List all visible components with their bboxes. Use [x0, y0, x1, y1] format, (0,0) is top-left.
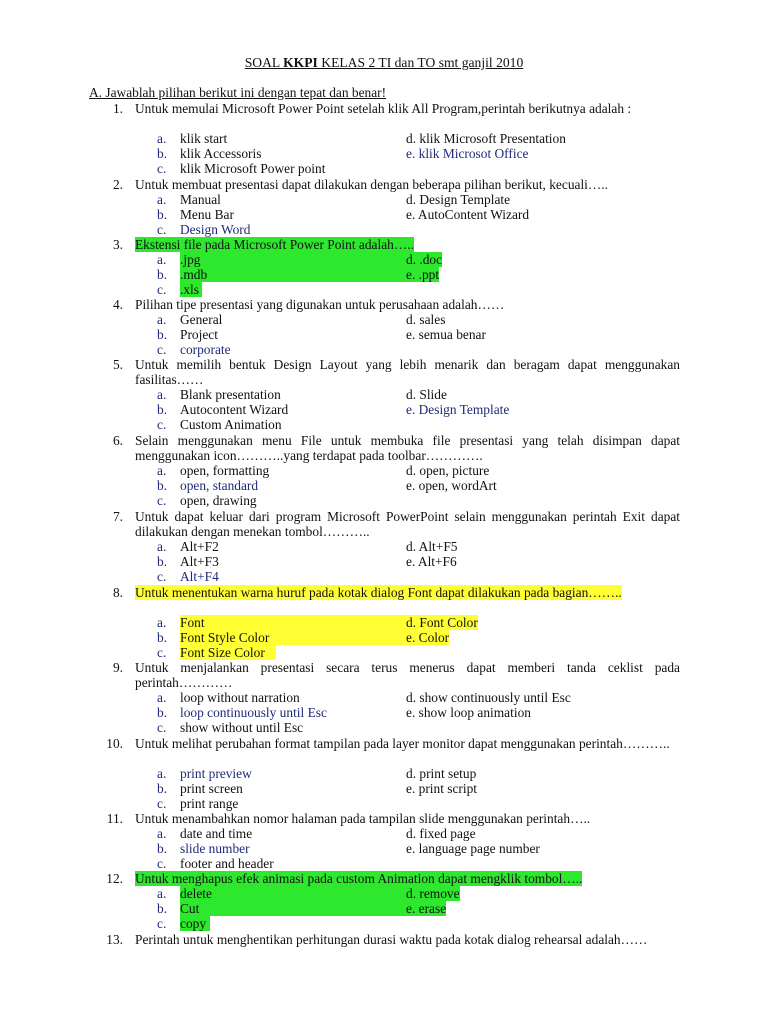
- question-number: 10.: [106, 736, 123, 751]
- option-letter: b.: [157, 327, 168, 343]
- option-text: print screen: [180, 781, 243, 797]
- question-text-content: Pilihan tipe presentasi yang digunakan untuk perusahaan adalah……: [135, 297, 505, 312]
- question-text-content: Untuk menentukan warna huruf pada kotak dialog Font dapat dilakukan pada bagian……..: [135, 585, 622, 600]
- option-text: print preview: [180, 766, 252, 782]
- option-text: corporate: [180, 342, 231, 358]
- question-number: 1.: [112, 101, 123, 116]
- answer-option: [406, 539, 457, 554]
- answer-option: [406, 131, 566, 146]
- option-text: General: [180, 312, 223, 328]
- answer-option: [406, 387, 447, 402]
- option-text: Manual: [180, 192, 221, 208]
- answer-option: [406, 312, 445, 327]
- question-text: [135, 237, 680, 252]
- option-letter: a.: [157, 387, 167, 403]
- option-text: d. show continuously until Esc: [406, 690, 571, 706]
- option-letter: b.: [157, 630, 168, 646]
- option-text: open, drawing: [180, 493, 257, 509]
- question-number: 5.: [112, 357, 123, 372]
- option-text: d. open, picture: [406, 463, 490, 479]
- question-text: [135, 177, 680, 192]
- option-text: d. Alt+F5: [406, 539, 458, 555]
- option-text: Alt+F4: [180, 569, 219, 585]
- answer-option: [406, 554, 457, 569]
- option-text: d. print setup: [406, 766, 477, 782]
- option-letter: b.: [157, 705, 168, 721]
- option-letter: b.: [157, 146, 168, 162]
- option-text: d. .doc: [406, 252, 443, 268]
- option-text: loop without narration: [180, 690, 300, 706]
- answer-option: [406, 766, 476, 781]
- option-text: klik start: [180, 131, 228, 147]
- question-text-content: Untuk membuat presentasi dapat dilakukan dengan beberapa pilihan berikut, kecuali…..: [135, 177, 608, 192]
- option-text: e. Color: [406, 630, 450, 646]
- answer-option: [406, 327, 486, 342]
- option-text: d. klik Microsoft Presentation: [406, 131, 566, 147]
- question-text-content: Ekstensi file pada Microsoft Power Point adalah…..: [135, 237, 414, 252]
- option-text: open, standard: [180, 478, 259, 494]
- option-letter: a.: [157, 886, 167, 902]
- question-number: 6.: [112, 433, 123, 448]
- option-letter: c.: [157, 796, 167, 812]
- option-text: Alt+F2: [180, 539, 219, 555]
- option-text: e. AutoContent Wizard: [406, 207, 530, 223]
- answer-option: [406, 886, 460, 901]
- option-text: Font Size Color: [180, 645, 276, 660]
- option-text: d. sales: [406, 312, 446, 328]
- answer-option: [406, 781, 477, 796]
- option-text: e. semua benar: [406, 327, 486, 343]
- option-letter: b.: [157, 267, 168, 283]
- question-text: [135, 811, 680, 826]
- question-text: [135, 932, 680, 947]
- answer-option: [406, 146, 528, 161]
- question-number: 7.: [112, 509, 123, 524]
- option-text: e. Alt+F6: [406, 554, 457, 570]
- option-text: date and time: [180, 826, 253, 842]
- option-text: footer and header: [180, 856, 274, 872]
- option-letter: c.: [157, 569, 167, 585]
- option-letter: a.: [157, 463, 167, 479]
- question-text: [135, 736, 680, 751]
- option-text: e. print script: [406, 781, 478, 797]
- document-title: SOAL KKPI KELAS 2 TI dan TO smt ganjil 2010: [244, 55, 524, 70]
- option-text: Custom Animation: [180, 417, 282, 433]
- option-letter: a.: [157, 766, 167, 782]
- option-letter: c.: [157, 720, 167, 736]
- option-letter: c.: [157, 856, 167, 872]
- question-number: 9.: [112, 660, 123, 675]
- option-text: klik Microsoft Power point: [180, 161, 326, 177]
- title-bold: KKPI: [283, 55, 318, 70]
- option-letter: b.: [157, 478, 168, 494]
- option-letter: c.: [157, 493, 167, 509]
- option-letter: c.: [157, 417, 167, 433]
- question-text: [135, 297, 680, 312]
- question-text-content: Perintah untuk menghentikan perhitungan durasi waktu pada kotak dialog rehearsal adalah……: [135, 932, 648, 947]
- question-number: 11.: [106, 811, 123, 826]
- option-text: Project: [180, 327, 218, 343]
- answer-option: [406, 252, 442, 267]
- option-text: klik Accessoris: [180, 146, 262, 162]
- option-text: e. show loop animation: [406, 705, 531, 721]
- option-letter: a.: [157, 192, 167, 208]
- option-text: copy: [180, 916, 210, 931]
- option-letter: a.: [157, 615, 167, 631]
- answer-option: [406, 901, 446, 916]
- question-number: 13.: [106, 932, 123, 947]
- option-text: open, formatting: [180, 463, 270, 479]
- option-text: .mdb: [180, 267, 406, 282]
- option-letter: b.: [157, 901, 168, 917]
- option-letter: c.: [157, 916, 167, 932]
- option-text: Menu Bar: [180, 207, 234, 223]
- question-text-content: Selain menggunakan menu File untuk membuka file presentasi yang telah disimpan dapat menggunakan icon………..yang terdapat pada toolbar………….: [135, 433, 680, 463]
- option-text: d. remove: [406, 886, 460, 902]
- option-text: d. fixed page: [406, 826, 476, 842]
- option-letter: a.: [157, 312, 167, 328]
- option-text: e. open, wordArt: [406, 478, 497, 494]
- option-text: d. Design Template: [406, 192, 511, 208]
- answer-option: [406, 690, 571, 705]
- option-text: Font Style Color: [180, 630, 406, 645]
- option-text: .jpg: [180, 252, 406, 267]
- option-text: delete: [180, 886, 406, 901]
- option-text: d. Font Color: [406, 615, 478, 631]
- section-heading: A. Jawablah pilihan berikut ini dengan tepat dan benar!: [89, 85, 387, 100]
- option-text: Design Word: [180, 222, 251, 238]
- option-text: e. Design Template: [406, 402, 510, 418]
- option-text: Cut: [180, 901, 406, 916]
- question-text-content: Untuk dapat keluar dari program Microsoft PowerPoint selain menggunakan perintah Exit dapat dilakukan dengan menekan tombol………..: [135, 509, 680, 539]
- option-text: .xls: [180, 282, 202, 297]
- option-letter: c.: [157, 645, 167, 661]
- question-number: 4.: [112, 297, 123, 312]
- question-text-content: Untuk menjalankan presentasi secara terus menerus dapat memberi tanda ceklist pada perintah…………: [135, 660, 680, 690]
- option-letter: c.: [157, 161, 167, 177]
- option-letter: b.: [157, 207, 168, 223]
- option-letter: a.: [157, 131, 167, 147]
- question-text: [135, 871, 680, 886]
- question-text: [135, 357, 680, 387]
- answer-option: [406, 841, 540, 856]
- question-number: 12.: [106, 871, 123, 886]
- question-text: [135, 433, 680, 463]
- option-letter: b.: [157, 841, 168, 857]
- option-letter: a.: [157, 826, 167, 842]
- question-text-content: Untuk melihat perubahan format tampilan pada layer monitor dapat menggunakan perintah………..: [135, 736, 670, 751]
- question-text: [135, 509, 680, 539]
- option-letter: b.: [157, 402, 168, 418]
- answer-option: [406, 207, 529, 222]
- question-text: [135, 585, 680, 600]
- answer-option: [406, 826, 476, 841]
- answer-option: [406, 463, 489, 478]
- answer-option: [406, 192, 510, 207]
- answer-option: [406, 705, 531, 720]
- question-text: [135, 101, 680, 116]
- question-number: 3.: [112, 237, 123, 252]
- question-text-content: Untuk memulai Microsoft Power Point setelah klik All Program,perintah berikutnya adalah :: [135, 101, 632, 116]
- question-text: [135, 660, 680, 690]
- answer-option: [406, 615, 478, 630]
- option-text: Alt+F3: [180, 554, 219, 570]
- option-text: e. erase: [406, 901, 447, 917]
- option-letter: b.: [157, 554, 168, 570]
- option-letter: b.: [157, 781, 168, 797]
- option-text: slide number: [180, 841, 250, 857]
- option-text: Autocontent Wizard: [180, 402, 289, 418]
- question-text-content: Untuk menghapus efek animasi pada custom Animation dapat mengklik tombol…..: [135, 871, 583, 886]
- question-text-content: Untuk memilih bentuk Design Layout yang lebih menarik dan beragam dapat menggunakan fasilitas……: [135, 357, 680, 387]
- option-text: Blank presentation: [180, 387, 281, 403]
- option-letter: a.: [157, 539, 167, 555]
- answer-option: [406, 478, 497, 493]
- question-number: 2.: [112, 177, 123, 192]
- option-letter: c.: [157, 222, 167, 238]
- option-text: print range: [180, 796, 239, 812]
- option-letter: a.: [157, 252, 167, 268]
- option-text: Font: [180, 615, 406, 630]
- question-number: 8.: [112, 585, 123, 600]
- answer-option: [406, 267, 439, 282]
- option-text: loop continuously until Esc: [180, 705, 327, 721]
- option-text: d. Slide: [406, 387, 447, 403]
- option-letter: c.: [157, 282, 167, 298]
- option-text: e. .ppt: [406, 267, 440, 283]
- answer-option: [406, 630, 449, 645]
- option-text: e. language page number: [406, 841, 540, 857]
- option-text: show without until Esc: [180, 720, 304, 736]
- option-letter: a.: [157, 690, 167, 706]
- option-text: e. klik Microsot Office: [406, 146, 529, 162]
- answer-option: [406, 402, 509, 417]
- question-text-content: Untuk menambahkan nomor halaman pada tampilan slide menggunakan perintah…..: [135, 811, 591, 826]
- option-letter: c.: [157, 342, 167, 358]
